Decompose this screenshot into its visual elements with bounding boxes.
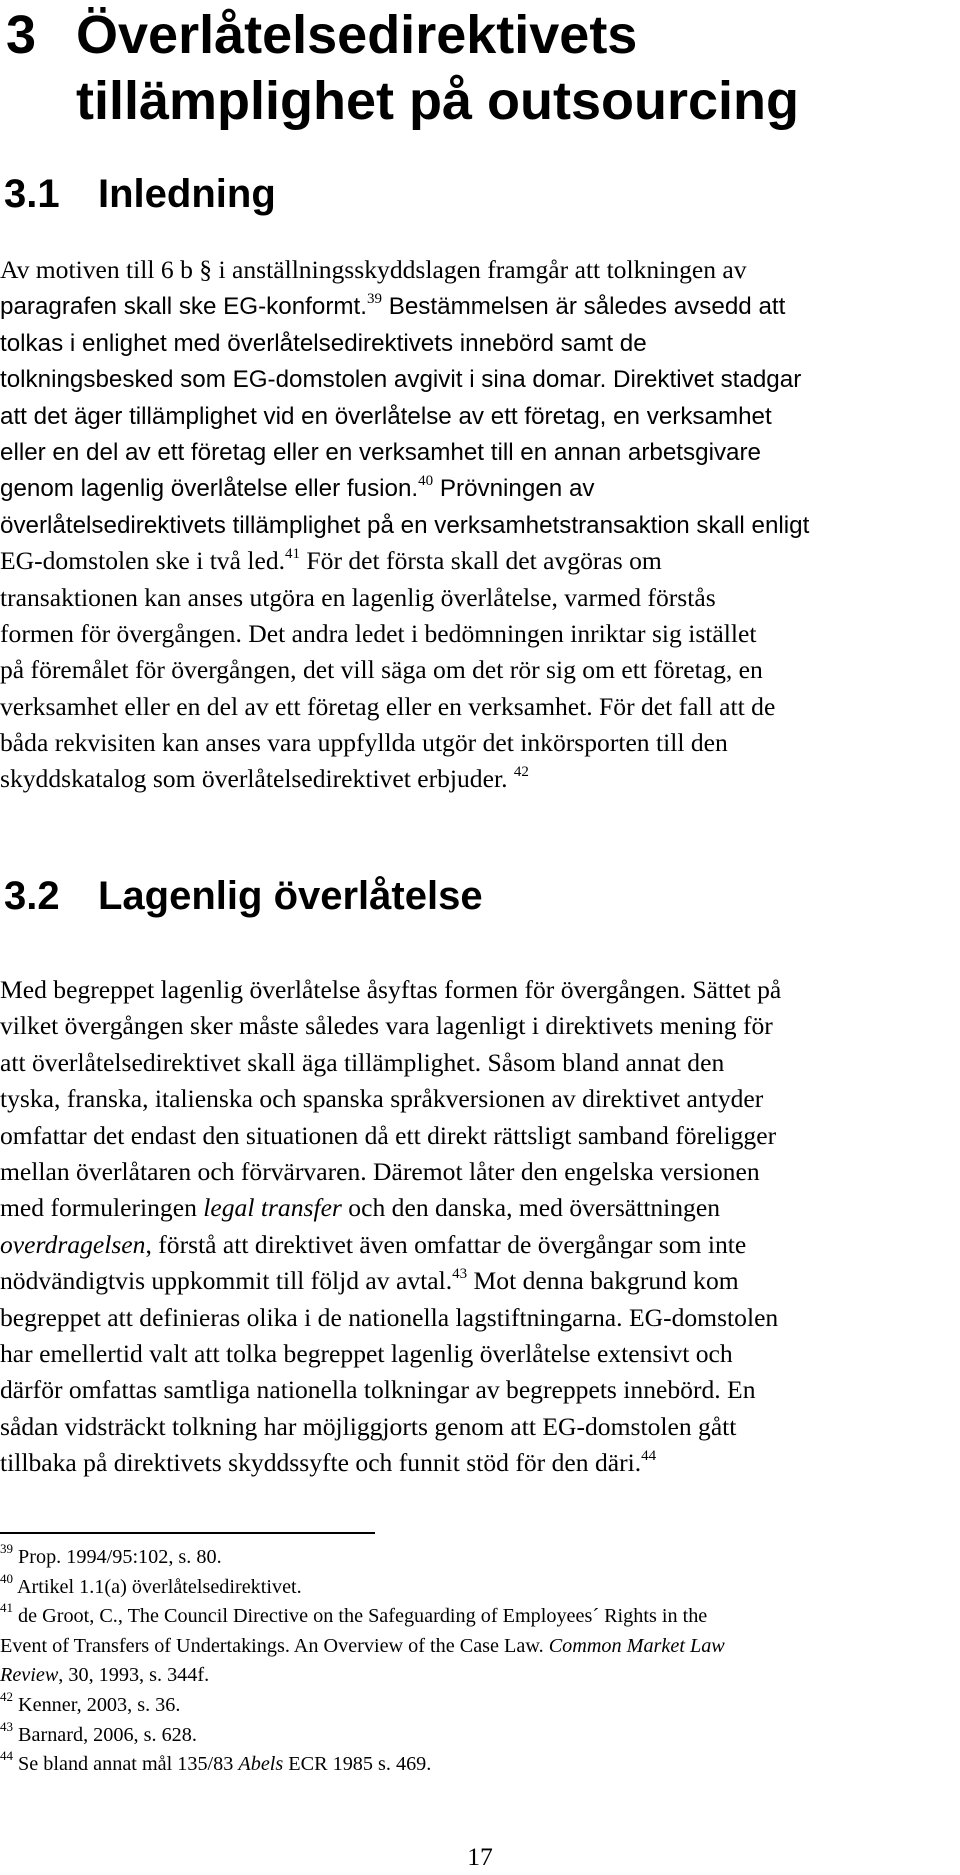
text-line: överlåtelsedirektivets tillämplighet på en verksamhetstransaktion skall enligt — [0, 511, 810, 539]
text-line: mellan överlåtaren och förvärvaren. Däremot låter den engelska versionen — [0, 1156, 760, 1186]
text-line: båda rekvisiten kan anses vara uppfyllda utgör det inkörsporten till den — [0, 728, 728, 758]
chapter-title: Överlåtelsedirektivets tillämplighet på outsourcing — [76, 5, 800, 131]
footnote: $^{44}$ Se bland annat mål 135/83 Abels ECR 1985 s. 469. — [0, 1748, 432, 1776]
section-3-2-paragraph — [0, 972, 958, 1481]
text-line: eller en del av ett företag eller en verksamhet till en annan arbetsgivare — [0, 438, 761, 466]
footnote-ref[interactable]: 43 — [452, 1265, 468, 1282]
text-line: transaktionen kan anses utgöra en lagenlig överlåtelse, varmed förstås — [0, 582, 716, 612]
text-line: tillbaka på direktivets skyddssyfte och funnit stöd för den däri.$^{44}$ — [0, 1447, 657, 1478]
text-line: EG-domstolen ske i två led.$^{41}$ För det första skall det avgöras om — [0, 545, 662, 576]
footnote-ref[interactable]: 41 — [285, 545, 301, 562]
text-line: formen för övergången. Det andra ledet i bedömningen inriktar sig istället — [0, 618, 757, 648]
footnote: $^{39}$ Prop. 1994/95:102, s. 80. — [0, 1541, 222, 1568]
section-3-1-paragraph — [0, 252, 958, 798]
chapter-number: 3 — [6, 5, 37, 65]
footnote-continuation: Event of Transfers of Undertakings. An Overview of the Case Law. Common Market Law — [0, 1634, 725, 1657]
text-line: tolkas i enlighet med överlåtelsedirektivets innebörd samt de — [0, 329, 647, 357]
section-title: Lagenlig överlåtelse — [98, 874, 483, 918]
text-line: har emellertid valt att tolka begreppet lagenlig överlåtelse extensivt och — [0, 1338, 733, 1368]
text-line: på föremålet för övergången, det vill säga om det rör sig om ett företag, en — [0, 655, 763, 685]
section-title: Inledning — [98, 172, 276, 216]
text-line: omfattar det endast den situationen då ett direkt rättsligt samband föreligger — [0, 1120, 777, 1150]
page-number: 17 — [467, 1842, 493, 1871]
footnote: $^{42}$ Kenner, 2003, s. 36. — [0, 1689, 181, 1716]
text-line: begreppet att definieras olika i de nationella lagstiftningarna. EG-domstolen — [0, 1302, 779, 1332]
text-line: vilket övergången sker måste således vara lagenligt i direktivets mening för — [0, 1011, 773, 1041]
text-line: att det äger tillämplighet vid en överlåtelse av ett företag, en verksamhet — [0, 402, 772, 430]
footnotes — [0, 1543, 958, 1780]
footnote-ref[interactable]: 40 — [418, 472, 434, 489]
footnote-ref[interactable]: 42 — [513, 763, 529, 780]
text-line: genom lagenlig överlåtelse eller fusion.$^{40}$ Prövningen av — [0, 472, 595, 503]
text-line: Med begreppet lagenlig överlåtelse åsyftas formen för övergången. Sättet på — [0, 975, 782, 1004]
section-number: 3.2 — [4, 874, 60, 918]
footnote-separator — [0, 1532, 375, 1534]
text-line: tyska, franska, italienska och spanska språkversionen av direktivet antyder — [0, 1084, 764, 1114]
text-line: overdragelsen, förstå att direktivet även omfattar de övergångar som inte — [0, 1229, 747, 1259]
footnote-continuation: Review, 30, 1993, s. 344f. — [0, 1664, 210, 1687]
italic-term: overdragelsen — [0, 1229, 146, 1259]
text-line: därför omfattas samtliga nationella tolkningar av begreppets innebörd. En — [0, 1375, 756, 1405]
text-line: tolkningsbesked som EG-domstolen avgivit i sina domar. Direktivet stadgar — [0, 366, 802, 394]
text-line: paragrafen skall ske EG-konformt.$^{39}$ Bestämmelsen är således avsedd att — [0, 290, 786, 321]
footnote: $^{40}$ Artikel 1.1(a) överlåtelsedirektivet. — [0, 1570, 302, 1598]
text-line: sådan vidsträckt tolkning har möjliggjorts genom att EG-domstolen gått — [0, 1411, 737, 1441]
footnote: $^{41}$ de Groot, C., The Council Directive on the Safeguarding of Employees´ Rights in the — [0, 1600, 708, 1628]
footnote-ref[interactable]: 39 — [367, 290, 382, 307]
italic-term: legal transfer — [203, 1193, 342, 1223]
text-line: att överlåtelsedirektivet skall äga tillämplighet. Såsom bland annat den — [0, 1047, 725, 1077]
text-line: verksamhet eller en del av ett företag eller en verksamhet. För det fall att de — [0, 691, 776, 721]
text-line: skyddskatalog som överlåtelsedirektivet erbjuder. $^{42}$ — [0, 763, 529, 794]
text-line: Av motiven till 6 b § i anställningsskyddslagen framgår att tolkningen av — [0, 255, 747, 284]
text-line: nödvändigtvis uppkommit till följd av avtal.$^{43}$ Mot denna bakgrund kom — [0, 1265, 739, 1296]
text-line: med formuleringen legal transfer och den danska, med översättningen — [0, 1193, 721, 1223]
footnote: $^{43}$ Barnard, 2006, s. 628. — [0, 1718, 197, 1746]
section-number: 3.1 — [4, 172, 60, 216]
footnote-ref[interactable]: 44 — [641, 1447, 657, 1464]
